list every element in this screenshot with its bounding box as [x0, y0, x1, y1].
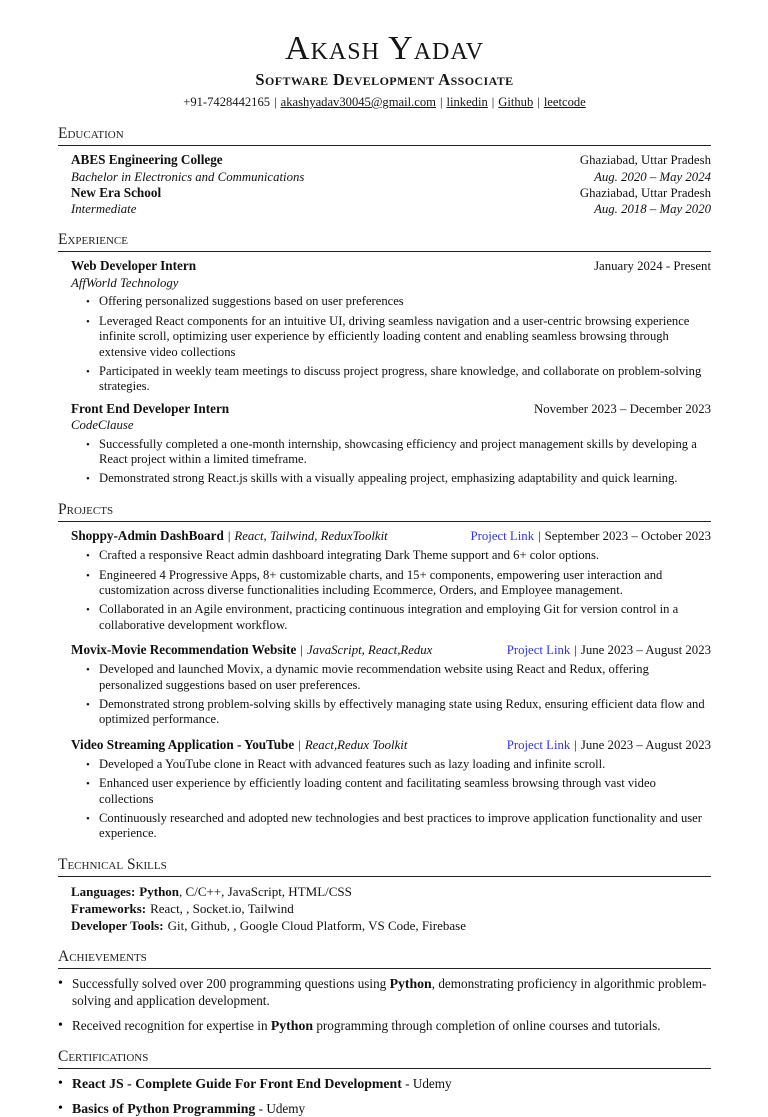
experience-entry	[71, 401, 711, 488]
pipe-separator: |	[491, 95, 495, 109]
bullet-icon: •	[86, 758, 90, 771]
bullet-text: Enhanced user experience by efficiently loading content and facilitating seamless browsing through vast video collections	[99, 776, 656, 806]
section-projects	[58, 500, 711, 842]
list-item	[86, 437, 711, 468]
list-item	[86, 697, 711, 728]
education-dates: Aug. 2018 – May 2020	[594, 202, 711, 216]
company-name: AffWorld Technology	[71, 275, 179, 290]
bullet-icon: •	[86, 604, 90, 616]
skills-frameworks	[71, 900, 711, 917]
school-location: Ghaziabad, Uttar Pradesh	[579, 185, 711, 200]
degree-name: Intermediate	[71, 202, 137, 216]
email-link[interactable]: akashyadav30045@gmail.com	[280, 95, 436, 109]
skill-label: Frameworks:	[71, 900, 147, 916]
job-role: Front End Developer Intern	[71, 400, 230, 416]
achievement-text: Received recognition for expertise in Python programming through completion of online courses and tutorials.	[72, 1017, 661, 1033]
list-item	[86, 548, 711, 564]
list-item	[86, 568, 711, 599]
bullet-icon: •	[58, 1017, 63, 1033]
certification-text: React JS - Complete Guide For Front End Development - Udemy	[72, 1075, 452, 1091]
bullet-text: Crafted a responsive React admin dashboard integrating Dark Theme support and 6+ color options.	[99, 548, 599, 562]
certification-item	[58, 1075, 711, 1092]
phone-number: +91-7428442165	[183, 95, 271, 109]
project-name: Movix-Movie Recommendation Website	[71, 642, 297, 657]
project-dates: June 2023 – August 2023	[580, 737, 711, 752]
achievement-text: Successfully solved over 200 programming questions using Python, demonstrating proficiency in algorithmic problem-solving and application development.	[72, 975, 707, 1008]
list-item	[86, 471, 711, 487]
pipe-separator: |	[574, 643, 577, 657]
bullet-text: Developed and launched Movix, a dynamic movie recommendation website using React and Redux, offering personalized suggestions based on user preferences.	[99, 662, 649, 692]
bullet-text: Successfully completed a one-month internship, showcasing efficiency and project management skills by developing a React project within a limited timeframe.	[99, 436, 697, 466]
contact-line	[58, 93, 711, 111]
bullet-text: Demonstrated strong problem-solving skills by effectively managing state using Redux, ensuring efficient data flow and optimized performance.	[99, 696, 705, 726]
bullet-icon: •	[86, 473, 90, 485]
list-item	[86, 776, 711, 807]
list-item	[86, 314, 711, 361]
leetcode-link[interactable]: leetcode	[543, 95, 586, 109]
bullet-icon: •	[86, 698, 90, 711]
bullet-icon: •	[86, 365, 90, 378]
bullet-text: Offering personalized suggestions based on user preferences	[99, 294, 404, 308]
project-stack: React,Redux Toolkit	[304, 737, 408, 752]
bullet-icon: •	[86, 778, 90, 790]
list-item	[86, 662, 711, 693]
project-entry	[71, 642, 711, 728]
bullet-icon: •	[58, 975, 63, 991]
company-name: CodeClause	[71, 418, 134, 432]
bullet-icon: •	[86, 664, 90, 676]
section-title-education: Education	[58, 124, 711, 146]
certification-item	[58, 1100, 711, 1117]
project-link[interactable]: Project Link	[470, 529, 535, 543]
school-name: New Era School	[71, 184, 162, 200]
bullet-icon: •	[58, 1075, 63, 1091]
list-item	[86, 757, 711, 773]
project-link[interactable]: Project Link	[506, 737, 571, 752]
section-title-technical-skills: Technical Skills	[58, 855, 711, 877]
section-experience	[58, 230, 711, 487]
bullet-icon: •	[86, 315, 90, 328]
section-achievements	[58, 947, 711, 1034]
skill-values: , C/C++, JavaScript, HTML/CSS	[179, 883, 352, 899]
education-dates: Aug. 2020 – May 2024	[594, 169, 711, 184]
bullet-icon: •	[86, 296, 90, 308]
project-entry	[71, 737, 711, 842]
school-location: Ghaziabad, Uttar Pradesh	[579, 153, 711, 167]
pipe-separator: |	[538, 529, 541, 543]
experience-entry	[71, 258, 711, 395]
list-item	[86, 811, 711, 842]
certification-text: Basics of Python Programming - Udemy	[72, 1100, 306, 1116]
bullet-icon: •	[86, 550, 90, 562]
section-certifications	[58, 1047, 711, 1117]
section-education	[58, 124, 711, 217]
school-name: ABES Engineering College	[71, 152, 223, 167]
project-entry	[71, 528, 711, 633]
pipe-separator: |	[574, 737, 577, 752]
project-dates: June 2023 – August 2023	[580, 643, 711, 657]
project-name: Video Streaming Application - YouTube	[71, 736, 295, 752]
pipe-separator: |	[274, 95, 277, 109]
bullet-text: Continuously researched and adopted new technologies and best practices to improve application functionality and user experience.	[99, 810, 702, 840]
project-link[interactable]: Project Link	[506, 643, 571, 657]
section-title-projects: Projects	[58, 500, 711, 522]
list-item	[86, 294, 711, 310]
bullet-text: Participated in weekly team meetings to discuss project progress, share knowledge, and collaborate on problem-solving strategies.	[99, 363, 702, 393]
pipe-separator: |	[227, 529, 231, 543]
bullet-icon: •	[86, 438, 90, 451]
achievement-item	[58, 1017, 711, 1034]
achievement-item	[58, 975, 711, 1009]
list-item	[86, 602, 711, 633]
education-entry	[71, 152, 711, 185]
bullet-text: Leveraged React components for an intuitive UI, driving seamless navigation and a user-centric browsing experience infinite scroll, optimizing user experience by efficiently loading content and enabling seamless browsing through extensive video collections	[99, 313, 690, 359]
resume-header	[58, 30, 711, 111]
bullet-icon: •	[58, 1100, 63, 1116]
skill-label: Languages:	[71, 883, 136, 899]
bullet-text: Developed a YouTube clone in React with advanced features such as lazy loading and infinite scroll.	[99, 756, 606, 771]
job-dates: November 2023 – December 2023	[534, 401, 711, 416]
section-title-achievements: Achievements	[58, 947, 711, 969]
github-link[interactable]: Github	[498, 95, 534, 109]
linkedin-link[interactable]: linkedin	[446, 95, 488, 109]
skills-developer-tools	[71, 917, 711, 934]
job-dates: January 2024 - Present	[594, 259, 711, 273]
section-title-experience: Experience	[58, 230, 711, 252]
job-role: Web Developer Intern	[71, 258, 197, 273]
pipe-separator: |	[439, 95, 443, 109]
section-title-certifications: Certifications	[58, 1047, 711, 1069]
bullet-text: Collaborated in an Agile environment, practicing continuous integration and employing Git for version control in a collaborative development workflow.	[99, 602, 679, 632]
skill-values: Git, Github, , Google Cloud Platform, VS Code, Firebase	[167, 917, 466, 933]
bullet-text: Demonstrated strong React.js skills with a visually appealing project, emphasizing adaptability and quick learning.	[99, 471, 678, 485]
skill-values: React, , Socket.io, Tailwind	[150, 900, 294, 916]
candidate-title: Software Development Associate	[255, 70, 514, 89]
skill-label: Developer Tools:	[71, 917, 164, 933]
project-stack: React, Tailwind, ReduxToolkit	[234, 529, 388, 543]
pipe-separator: |	[537, 95, 540, 109]
bullet-text: Engineered 4 Progressive Apps, 8+ customizable charts, and 15+ components, empowering user interaction and customization across diverse functionalities including Ecommerce, Orders, and Employee management.	[99, 567, 663, 597]
education-entry	[71, 185, 711, 218]
project-dates: September 2023 – October 2023	[544, 529, 711, 543]
bullet-icon: •	[86, 812, 90, 825]
pipe-separator: |	[298, 737, 301, 752]
bullet-icon: •	[86, 569, 90, 582]
project-stack: JavaScript, React,Redux	[306, 643, 433, 657]
skills-languages	[71, 883, 711, 900]
list-item	[86, 364, 711, 395]
degree-name: Bachelor in Electronics and Communications	[71, 169, 305, 184]
section-technical-skills	[58, 855, 711, 934]
project-name: Shoppy-Admin DashBoard	[71, 528, 224, 543]
pipe-separator: |	[300, 643, 303, 657]
candidate-name: Akash Yadav	[285, 30, 484, 67]
skill-bold-value: Python	[139, 883, 180, 899]
